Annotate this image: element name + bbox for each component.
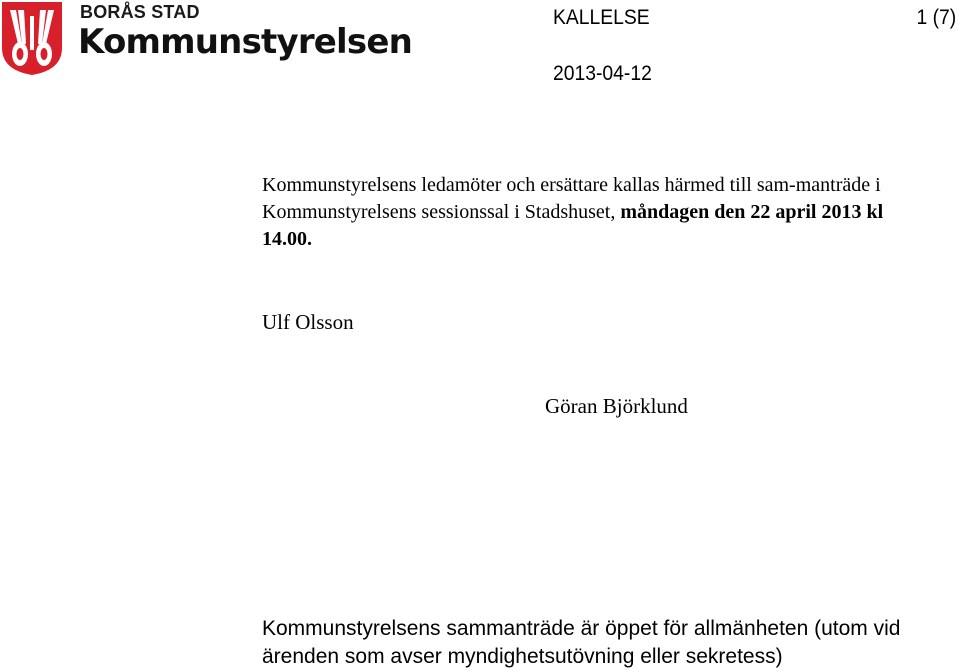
page-number: 1 (7) [916, 6, 956, 29]
document-type: KALLELSE [553, 6, 650, 29]
header-logo [0, 0, 413, 78]
signature-second: Göran Björklund [545, 394, 688, 418]
signature-first: Ulf Olsson [262, 310, 354, 334]
invitation-paragraph [262, 172, 922, 253]
coat-of-arms-icon [0, 0, 64, 76]
public-meeting-note: Kommunstyrelsens sammanträde är öppet för allmänheten (utom vid ärenden som avser myndighetsutövning eller sekretess) [262, 617, 901, 668]
document-date: 2013-04-12 [553, 62, 652, 85]
invitation-datetime: måndagen den 22 april 2013 kl 14.00. [262, 201, 884, 250]
org-name-label: Kommunstyrelsen [78, 22, 413, 62]
org-top-label: BORÅS STAD [80, 2, 200, 22]
invitation-text: Kommunstyrelsens ledamöter och ersättare kallas härmed till sam-manträde i Kommunstyrelsens sessionssal i Stadshuset, [262, 174, 881, 223]
